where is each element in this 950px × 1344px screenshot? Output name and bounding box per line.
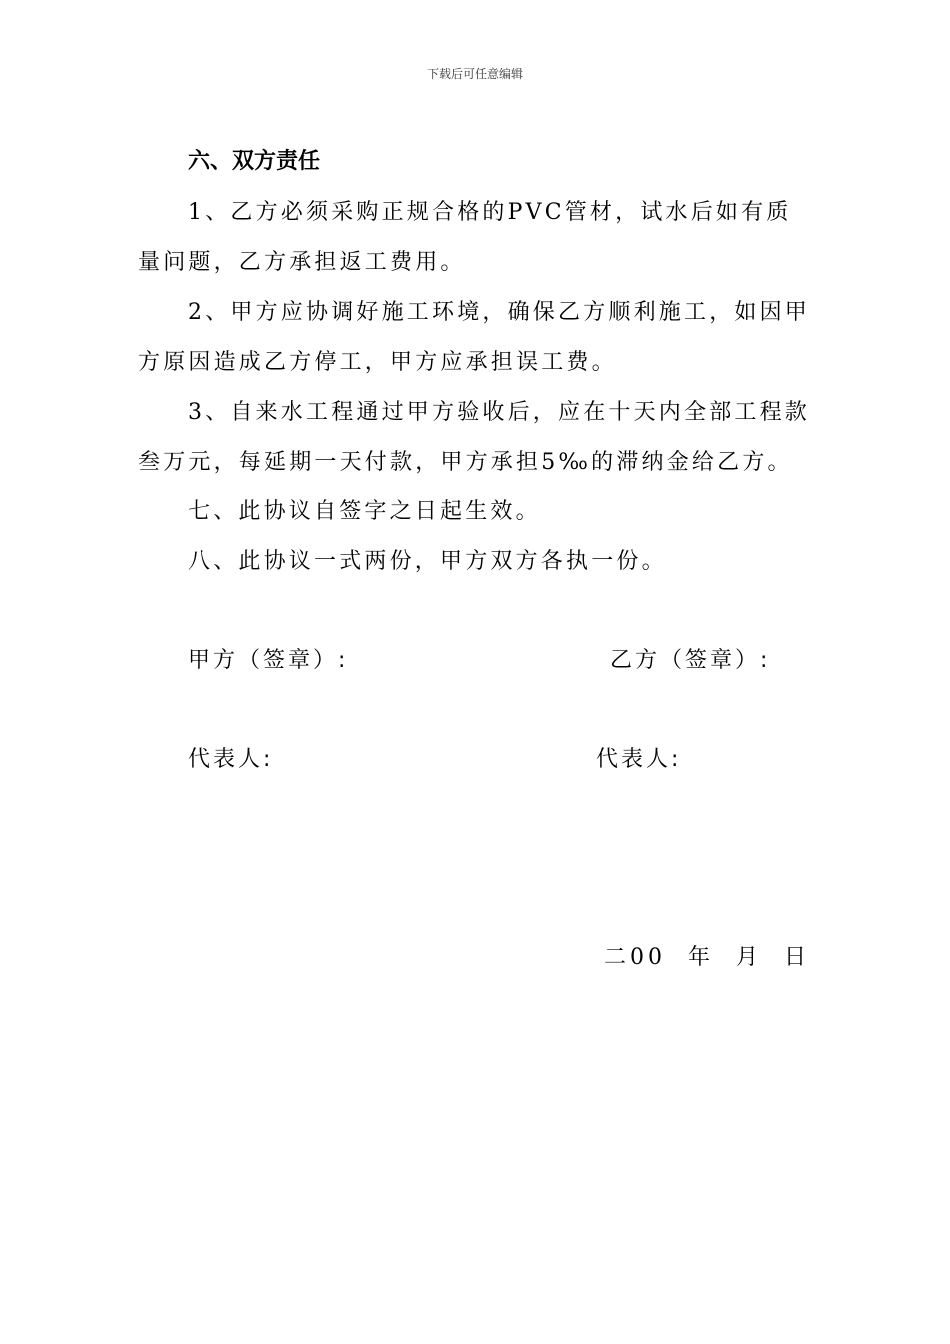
clause-2-line-2: 方原因造成乙方停工，甲方应承担误工费。 bbox=[138, 350, 617, 375]
party-a-representative-label: 代表人: bbox=[188, 747, 274, 772]
page-header-note: 下载后可任意编辑 bbox=[426, 67, 523, 81]
clause-1-line-2: 量问题，乙方承担返工费用。 bbox=[138, 250, 466, 275]
clause-2-line-1: 2、甲方应协调好施工环境，确保乙方顺利施工，如因甲 bbox=[188, 300, 810, 325]
section-6-title: 六、双方责任 bbox=[188, 149, 321, 174]
party-b-representative-label: 代表人: bbox=[596, 747, 682, 772]
party-b-signature-label: 乙方（签章）: bbox=[610, 648, 771, 673]
clause-1-line-1: 1、乙方必须采购正规合格的PVC管材，试水后如有质 bbox=[188, 200, 792, 225]
clause-3-line-1: 3、自来水工程通过甲方验收后，应在十天内全部工程款 bbox=[188, 400, 810, 425]
clause-3-line-2: 叁万元，每延期一天付款，甲方承担5‰的滞纳金给乙方。 bbox=[138, 450, 793, 475]
party-a-signature-label: 甲方（签章）: bbox=[188, 648, 349, 673]
signing-date: 二00 年 月 日 bbox=[604, 945, 810, 970]
section-8-text: 八、此协议一式两份，甲方双方各执一份。 bbox=[188, 549, 667, 574]
section-7-text: 七、此协议自签字之日起生效。 bbox=[188, 499, 541, 524]
